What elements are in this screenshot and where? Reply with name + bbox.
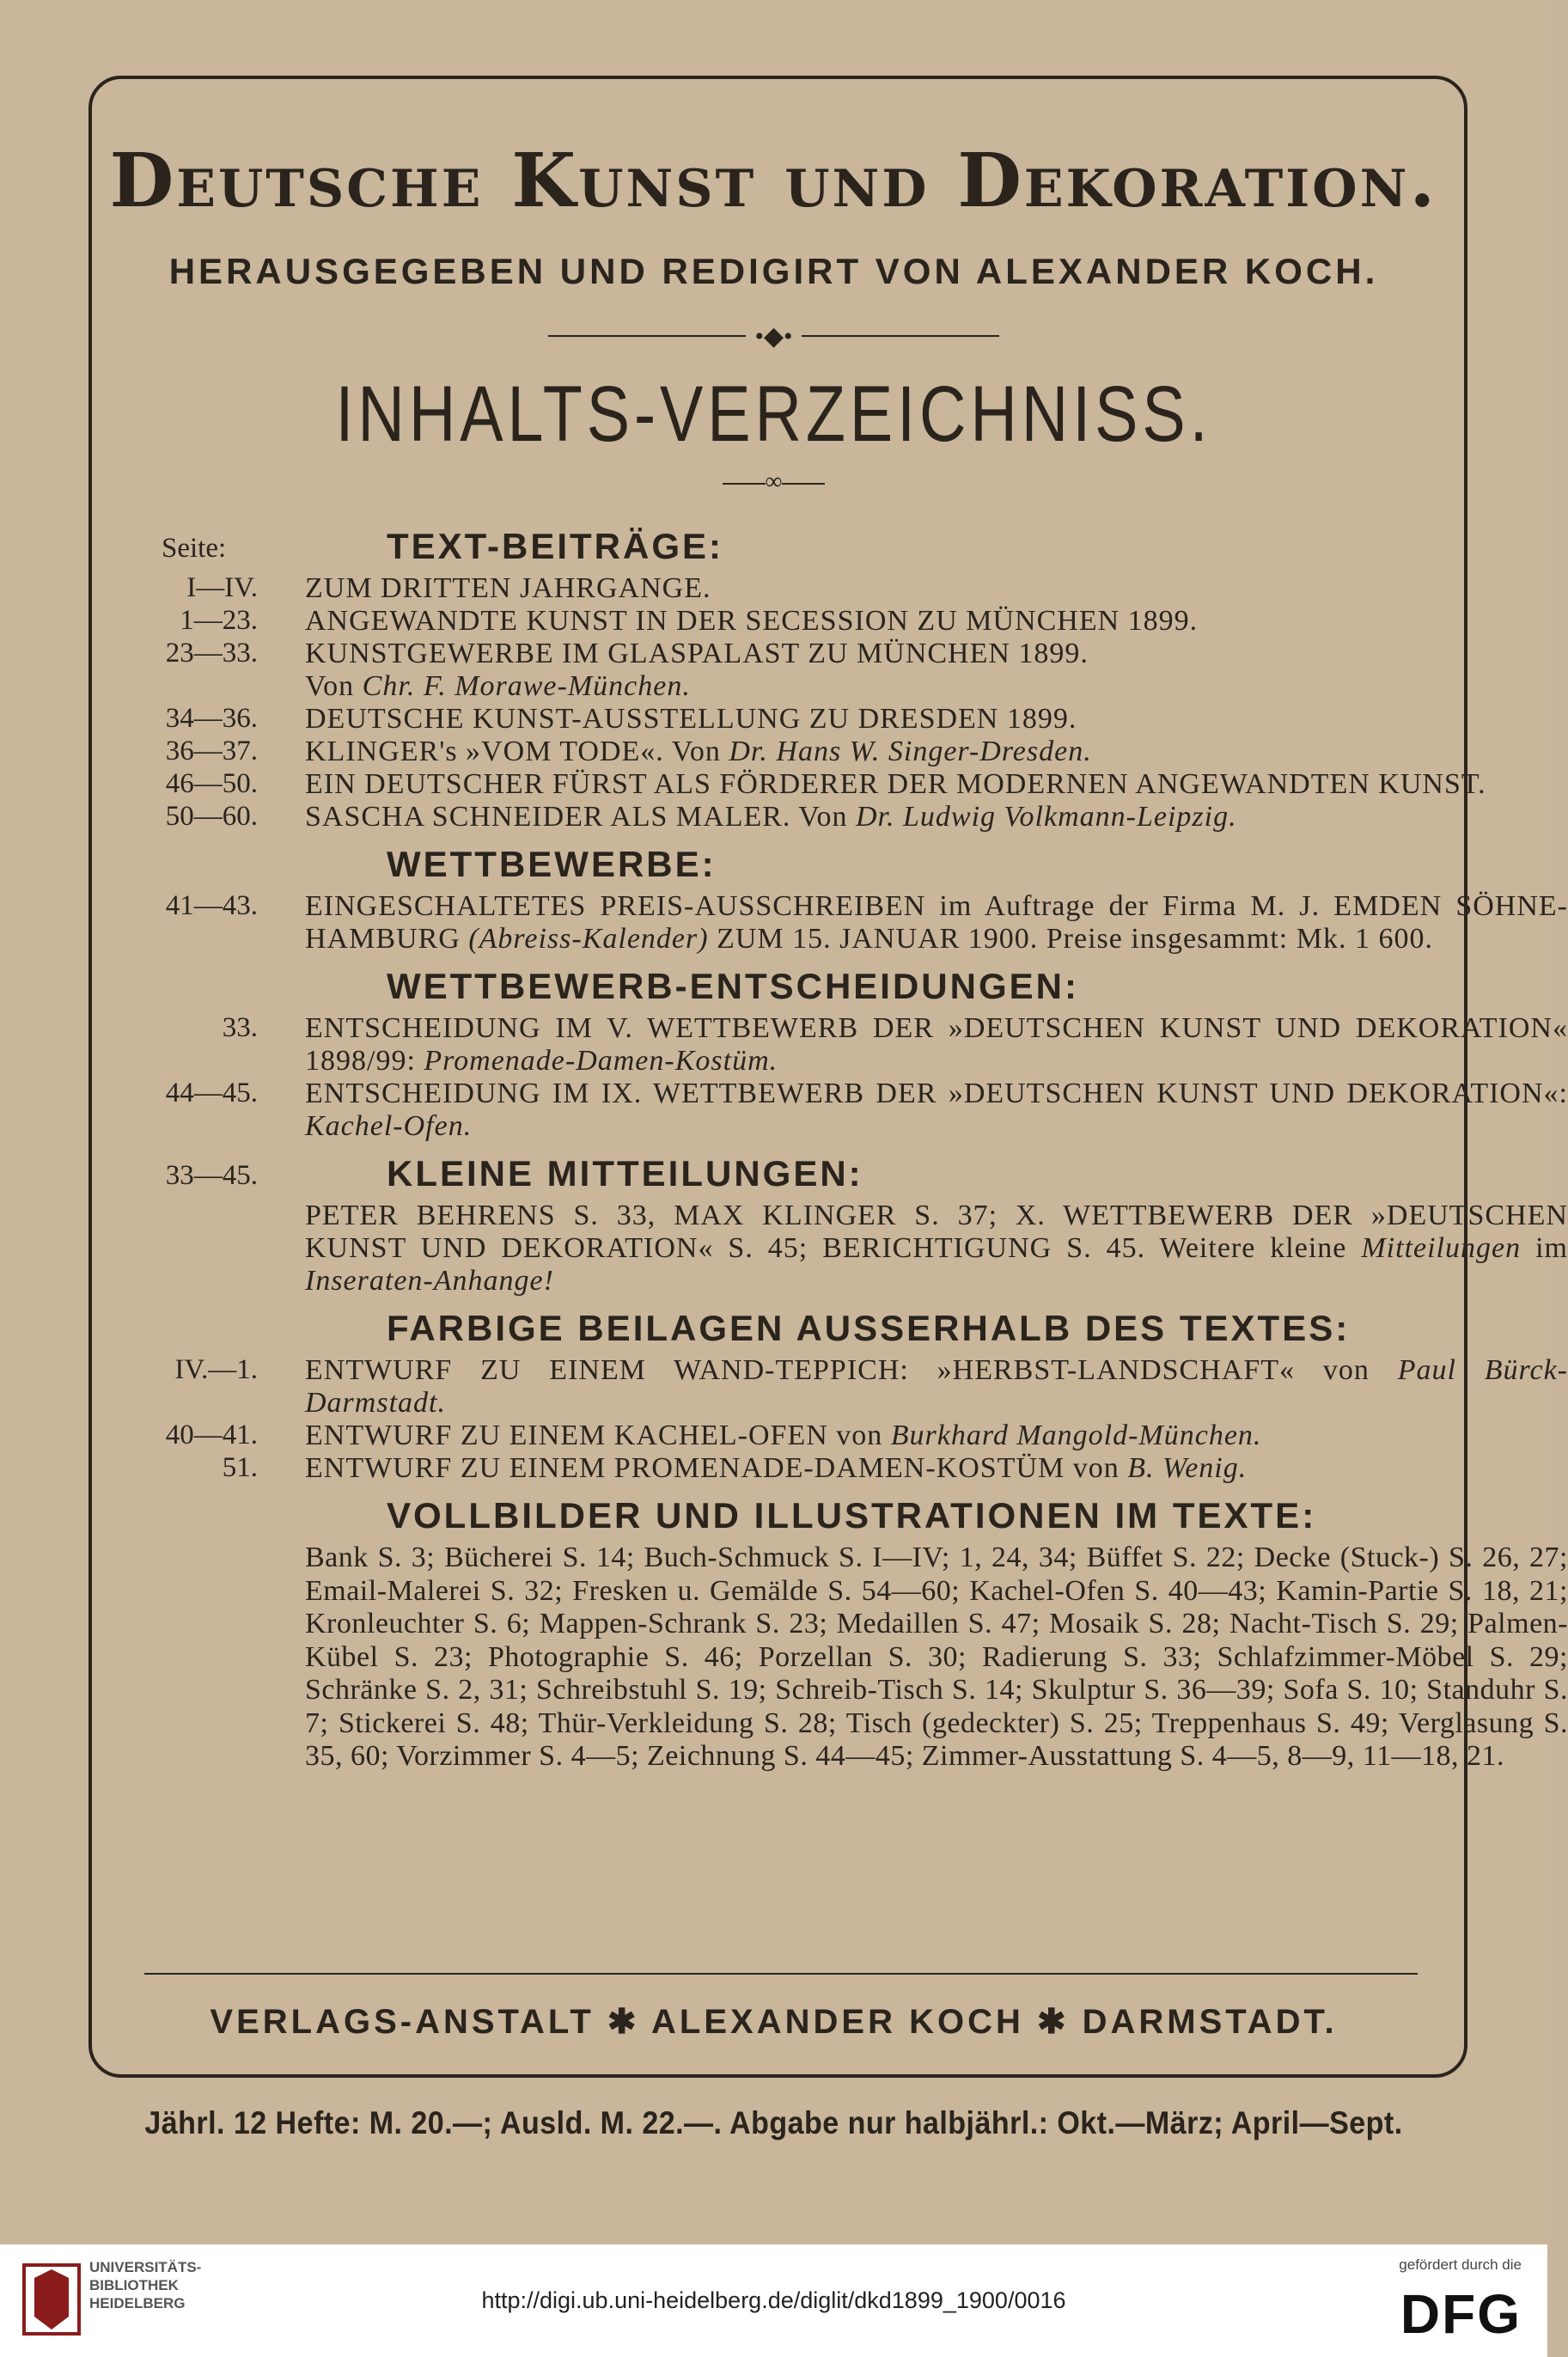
entry-text: ENTSCHEIDUNG IM IX. WETTBEWERB DER »DEUTSCHEN KUNST UND DEKORATION«:: [305, 1078, 1568, 1109]
section-header-vollbilder: [146, 1485, 1418, 1542]
masthead-title: Deutsche Kunst und Dekoration.: [109, 137, 1438, 224]
section-header-kleine: [146, 1143, 1418, 1200]
toc-entry: [146, 1200, 1568, 1298]
toc-entry: [146, 890, 1568, 956]
entry-text-cont: ZUM 15. JANUAR 1900. Preise insgesammt: Mk. 1 600.: [708, 923, 1433, 955]
ornament-divider-small: ∞: [0, 468, 1547, 496]
entry-italic: Mitteilungen: [1361, 1232, 1522, 1264]
section-title: VOLLBILDER UND ILLUSTRATIONEN IM TEXTE:: [387, 1495, 1317, 1536]
entry-author: Burkhard Mangold-München.: [890, 1420, 1262, 1451]
entry-italic: Inseraten-Anhange!: [305, 1265, 554, 1297]
toc-title: INHALTS-VERZEICHNISS.: [335, 370, 1212, 458]
page-ref: 51.: [222, 1452, 258, 1483]
entry-text: ANGEWANDTE KUNST IN DER SECESSION ZU MÜNCHEN 1899.: [305, 605, 1199, 637]
footer-rule: [144, 1973, 1418, 1975]
page-ref: 36—37.: [165, 736, 258, 766]
section-header-wettbewerbe: [146, 833, 1418, 890]
toc-entry: [146, 572, 1418, 605]
section-title: WETTBEWERB-ENTSCHEIDUNGEN:: [387, 966, 1079, 1006]
entry-author: Paul Bürck-Darmstadt.: [305, 1354, 1568, 1419]
toc-entry: [146, 768, 1486, 801]
page-ref: 23—33.: [165, 638, 258, 669]
entry-text: ENTWURF ZU EINEM KACHEL-OFEN: [305, 1420, 828, 1451]
entry-author: Dr. Ludwig Volkmann-Leipzig.: [855, 801, 1237, 833]
toc-entry: [146, 1078, 1568, 1143]
entry-text-cont: im: [1521, 1232, 1568, 1264]
entry-by-prefix: Von: [305, 670, 363, 702]
permalink-url[interactable]: http://digi.ub.uni-heidelberg.de/diglit/dkd1899_1900/0016: [481, 2287, 1066, 2313]
publisher-line: VERLAGS-ANSTALT ✱ ALEXANDER KOCH ✱ DARMSTADT.: [210, 2003, 1338, 2041]
entry-text: EIN DEUTSCHER FÜRST ALS FÖRDERER DER MODERNEN ANGEWANDTEN KUNST.: [305, 768, 1486, 800]
uni-line: UNIVERSITÄTS-: [89, 2259, 202, 2275]
entry-author: Dr. Hans W. Singer-Dresden.: [729, 736, 1092, 767]
page-ref: 44—45.: [165, 1078, 258, 1108]
entry-by-prefix: von: [1295, 1354, 1398, 1386]
toc-content: [146, 516, 1568, 1774]
toc-entry: [146, 801, 1418, 833]
page-ref: 34—36.: [165, 703, 258, 734]
entry-by-prefix: von: [1065, 1452, 1128, 1484]
section-title: KLEINE MITTEILUNGEN:: [387, 1153, 863, 1194]
seite-label: Seite:: [162, 533, 227, 564]
entry-text: ZUM DRITTEN JAHRGANGE.: [305, 572, 711, 604]
uni-line: BIBLIOTHEK: [89, 2277, 179, 2293]
entry-text: EINGESCHALTETES PREIS-AUSSCHREIBEN im Auftrage der Firma M. J. EMDEN SÖHNE-HAMBURG: [305, 890, 1568, 955]
entry-text: DEUTSCHE KUNST-AUSSTELLUNG ZU DRESDEN 1899.: [305, 703, 1077, 735]
section-title: TEXT-BEITRÄGE:: [387, 526, 724, 566]
page-ref: I—IV.: [186, 572, 258, 603]
toc-entry: [146, 1354, 1568, 1420]
entry-text: KLINGER's »VOM TODE«.: [305, 736, 664, 767]
price-line: Jährl. 12 Hefte: M. 20.—; Ausld. M. 22.—. Abgabe nur halbjährl.: Okt.—März; April—Sept.: [144, 2105, 1403, 2140]
entry-by-prefix: Von: [790, 801, 856, 833]
masthead-subtitle: HERAUSGEGEBEN UND REDIGIRT VON ALEXANDER KOCH.: [168, 251, 1379, 291]
section-title: FARBIGE BEILAGEN AUSSERHALB DES TEXTES:: [387, 1308, 1351, 1348]
illustration-index: Bank S. 3; Bücherei S. 14; Buch-Schmuck S. I—IV; 1, 24, 34; Büffet S. 22; Decke (Stuck-) S. 26, 27; Email-Malerei S. 32; Fresken u. Gemälde S. 54—60; Kachel-Ofen S. 40—43; Kamin-Partie S. 18, 21; Kronleuchter S. 6; Mappen-Schrank S. 23; Medaillen S. 47; Mosaik S. 28; Nacht-Tisch S. 29; Palmen-Kübel S. 23; Photographie S. 46; Porzellan S. 30; Radierung S. 33; Schlafzimmer-Möbel S. 29; Schränke S. 2, 31; Schreibstuhl S. 19; Schreib-Tisch S. 14; Skulptur S. 36—39; Sofa S. 10; Standuhr S. 7; Stickerei S. 48; Thür-Verkleidung S. 28; Tisch (gedeckter) S. 25; Treppenhaus S. 49; Verglasung S. 35, 60; Vorzimmer S. 4—5; Zeichnung S. 44—45; Zimmer-Ausstattung S. 4—5, 8—9, 11—18, 21.: [305, 1542, 1568, 1772]
entry-text: ENTWURF ZU EINEM PROMENADE-DAMEN-KOSTÜM: [305, 1452, 1065, 1484]
ornament-divider: •◆•: [0, 320, 1547, 351]
toc-entry: [146, 1452, 1418, 1485]
entry-author: B. Wenig.: [1127, 1452, 1248, 1484]
page-ref: 41—43.: [165, 890, 258, 921]
page-ref: 33—45.: [165, 1160, 258, 1191]
page-ref: 46—50.: [165, 768, 258, 799]
viewer-bar: [0, 2244, 1547, 2357]
entry-text: ENTSCHEIDUNG IM V. WETTBEWERB DER »DEUTSCHEN KUNST UND DEKORATION« 1898/99:: [305, 1012, 1568, 1077]
section-header-farbige: [146, 1298, 1418, 1354]
uni-line: HEIDELBERG: [89, 2295, 186, 2311]
dfg-logo: DFG: [1400, 2283, 1522, 2345]
toc-entry: [146, 703, 1418, 736]
toc-entry: [146, 1012, 1568, 1078]
section-header-entscheidungen: [146, 956, 1418, 1012]
section-header-text: [146, 516, 1418, 572]
funded-by-label: gefördert durch die: [1399, 2256, 1522, 2273]
entry-by-prefix: von: [827, 1420, 891, 1451]
entry-text: SASCHA SCHNEIDER ALS MALER.: [305, 801, 791, 833]
toc-entry: [146, 736, 1418, 768]
page-ref: 1—23.: [180, 605, 258, 636]
entry-text: PETER BEHRENS S. 33, MAX KLINGER S. 37; X. WETTBEWERB DER »DEUTSCHEN KUNST UND DEKORATION« S. 45; BERICHTIGUNG S. 45. Weitere kleine: [305, 1200, 1568, 1264]
entry-by-prefix: Von: [663, 736, 729, 767]
page-ref: 40—41.: [165, 1420, 258, 1450]
entry-italic: (Abreiss-Kalender): [468, 923, 709, 955]
page-ref: 50—60.: [165, 801, 258, 832]
entry-italic: Promenade-Damen-Kostüm.: [424, 1045, 778, 1077]
entry-author: Chr. F. Morawe-München.: [362, 670, 691, 702]
page-ref: 33.: [222, 1012, 258, 1043]
entry-text: ENTWURF ZU EINEM WAND-TEPPICH: »HERBST-LANDSCHAFT«: [305, 1354, 1296, 1386]
section-title: WETTBEWERBE:: [387, 844, 717, 884]
toc-entry: [146, 638, 1418, 703]
entry-italic: Kachel-Ofen.: [305, 1110, 473, 1142]
entry-text: KUNSTGEWERBE IM GLASPALAST ZU MÜNCHEN 1899.: [305, 638, 1089, 669]
page-ref: IV.—1.: [174, 1354, 258, 1385]
toc-entry: [146, 1420, 1418, 1452]
toc-entry: [146, 605, 1418, 638]
